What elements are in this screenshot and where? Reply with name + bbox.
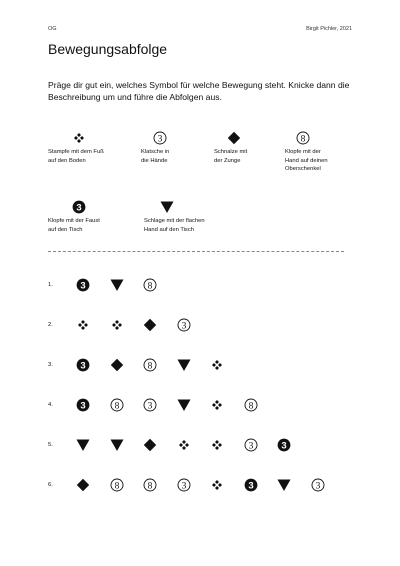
legend-text-line: auf den Tisch: [48, 226, 83, 233]
clover-four-icon: [72, 131, 86, 145]
diamond-icon: [227, 131, 241, 145]
triangle-down-icon: [177, 358, 191, 372]
svg-text:8: 8: [300, 134, 306, 145]
sequence-number: 5.: [48, 442, 53, 448]
sequence-row: [48, 398, 348, 414]
svg-text:3: 3: [281, 440, 287, 452]
clover-four-icon: [110, 318, 124, 332]
clover-four-icon: [76, 318, 90, 332]
triangle-down-icon: [160, 200, 174, 214]
clover-four-icon: [210, 398, 224, 412]
circled-eight-icon: [244, 398, 258, 412]
triangle-down-icon: [110, 438, 124, 452]
svg-text:3: 3: [76, 202, 82, 214]
circled-eight-icon: [143, 478, 157, 492]
circled-three-icon: [177, 318, 191, 332]
triangle-down-icon: [177, 398, 191, 412]
sequence-row: [48, 478, 348, 494]
circled-eight-icon: [110, 478, 124, 492]
triangle-down-icon: [110, 438, 124, 452]
circled-three-icon: [143, 398, 157, 412]
svg-text:3: 3: [181, 321, 186, 332]
circled-eight-icon: [143, 278, 157, 292]
clover-four-icon: [177, 438, 191, 452]
sequence-number: 4.: [48, 402, 53, 408]
legend-text-line: Schnalze mit: [214, 149, 248, 155]
legend-item-faust: [48, 200, 128, 234]
black-circled-three-icon: [244, 478, 258, 492]
clover-four-icon: [210, 358, 224, 372]
instructions-text: Präge dir gut ein, welches Symbol für welche Bewegung steht. Knicke dann die Beschreibung um und führe die Abfolgen aus.: [48, 80, 350, 102]
svg-text:3: 3: [80, 360, 86, 372]
legend-text-line: Klopfe mit der Faust: [48, 218, 100, 224]
circled-eight-icon: [110, 398, 124, 412]
sequence-number: 2.: [48, 322, 53, 328]
triangle-down-icon: [277, 478, 291, 492]
svg-text:3: 3: [247, 480, 254, 492]
svg-text:8: 8: [147, 281, 153, 292]
circled-eight-icon: [143, 278, 157, 292]
triangle-down-icon: [177, 398, 191, 412]
diamond-icon: [143, 318, 157, 332]
sequence-row: [48, 278, 348, 294]
black-circled-three-icon: [76, 278, 90, 292]
black-circled-three-icon: [277, 438, 291, 452]
header-author: Birgit Pichler, 2021: [306, 26, 352, 32]
circled-three-icon: [177, 478, 191, 492]
svg-text:8: 8: [147, 361, 153, 372]
svg-text:8: 8: [248, 401, 253, 412]
diamond-icon: [143, 318, 157, 332]
page-title: Bewegungsabfolge: [48, 41, 168, 57]
circled-three-icon: [311, 478, 325, 492]
diamond-icon: [143, 438, 157, 452]
svg-text:8: 8: [147, 481, 153, 492]
svg-text:8: 8: [114, 401, 119, 412]
circled-eight-icon: [296, 131, 310, 145]
legend-text-line: der Zunge: [214, 157, 241, 164]
diamond-icon: [110, 358, 124, 372]
svg-text:3: 3: [181, 481, 186, 492]
svg-text:3: 3: [147, 401, 153, 412]
clover-four-icon: [210, 358, 224, 372]
clover-four-icon: [110, 318, 124, 332]
triangle-down-icon: [110, 278, 124, 292]
circled-eight-icon: [296, 131, 310, 145]
sequence-row: [48, 318, 348, 334]
circled-three-icon: [244, 438, 258, 452]
circled-three-icon: [153, 131, 167, 145]
legend-item-oberschenkel: [285, 131, 365, 174]
legend-text-line: Hand auf den Tisch: [144, 226, 194, 233]
triangle-down-icon: [160, 200, 174, 214]
triangle-down-icon: [277, 478, 291, 492]
legend-text-line: Hand auf deinen: [285, 157, 328, 164]
svg-text:3: 3: [248, 441, 253, 452]
circled-eight-icon: [110, 478, 124, 492]
circled-three-icon: [244, 438, 258, 452]
triangle-down-icon: [177, 358, 191, 372]
black-circled-three-icon: [277, 438, 291, 452]
diamond-icon: [76, 478, 90, 492]
legend-text-line: die Hände: [141, 157, 168, 164]
sequence-number: 1.: [48, 282, 53, 288]
clover-four-icon: [210, 478, 224, 492]
circled-eight-icon: [143, 478, 157, 492]
circled-three-icon: [143, 398, 157, 412]
legend-item-flache-hand: [144, 200, 234, 234]
black-circled-three-icon: [76, 358, 90, 372]
circled-eight-icon: [143, 358, 157, 372]
sequence-row: [48, 438, 348, 454]
circled-eight-icon: [244, 398, 258, 412]
black-circled-three-icon: [76, 398, 90, 412]
black-circled-three-icon: [72, 200, 86, 214]
diamond-icon: [76, 478, 90, 492]
sequence-row: [48, 358, 348, 374]
diamond-icon: [110, 358, 124, 372]
diamond-icon: [227, 131, 241, 145]
legend-text-line: Oberschenkel: [285, 166, 321, 172]
fold-line-divider: [48, 251, 344, 252]
clover-four-icon: [210, 398, 224, 412]
sequence-number: 6.: [48, 482, 53, 488]
triangle-down-icon: [76, 438, 90, 452]
clover-four-icon: [210, 438, 224, 452]
black-circled-three-icon: [244, 478, 258, 492]
black-circled-three-icon: [76, 398, 90, 412]
sequence-number: 3.: [48, 362, 53, 368]
legend-text-line: Klopfe mit der: [285, 149, 321, 155]
svg-text:8: 8: [114, 481, 119, 492]
black-circled-three-icon: [76, 278, 90, 292]
svg-text:3: 3: [80, 280, 86, 292]
circled-three-icon: [153, 131, 167, 145]
diamond-icon: [143, 438, 157, 452]
clover-four-icon: [76, 318, 90, 332]
circled-three-icon: [311, 478, 325, 492]
circled-eight-icon: [143, 358, 157, 372]
legend-text-line: Stampfe mit dem Fuß: [48, 149, 104, 155]
legend-text-line: Klatsche in: [141, 149, 170, 155]
clover-four-icon: [72, 131, 86, 145]
header-class: OG: [48, 26, 57, 32]
triangle-down-icon: [76, 438, 90, 452]
black-circled-three-icon: [72, 200, 86, 214]
legend-text-line: auf den Boden: [48, 157, 86, 164]
black-circled-three-icon: [76, 358, 90, 372]
svg-text:3: 3: [315, 481, 320, 492]
clover-four-icon: [177, 438, 191, 452]
clover-four-icon: [210, 478, 224, 492]
legend-text-line: Schlage mit der flachen: [144, 218, 205, 224]
clover-four-icon: [210, 438, 224, 452]
circled-three-icon: [177, 478, 191, 492]
legend-item-schnalzen: [214, 131, 294, 165]
svg-text:3: 3: [80, 400, 86, 412]
legend-item-klatschen: [141, 131, 221, 165]
circled-three-icon: [177, 318, 191, 332]
svg-text:3: 3: [157, 134, 163, 145]
circled-eight-icon: [110, 398, 124, 412]
legend-item-stampfen: [48, 131, 128, 165]
triangle-down-icon: [110, 278, 124, 292]
